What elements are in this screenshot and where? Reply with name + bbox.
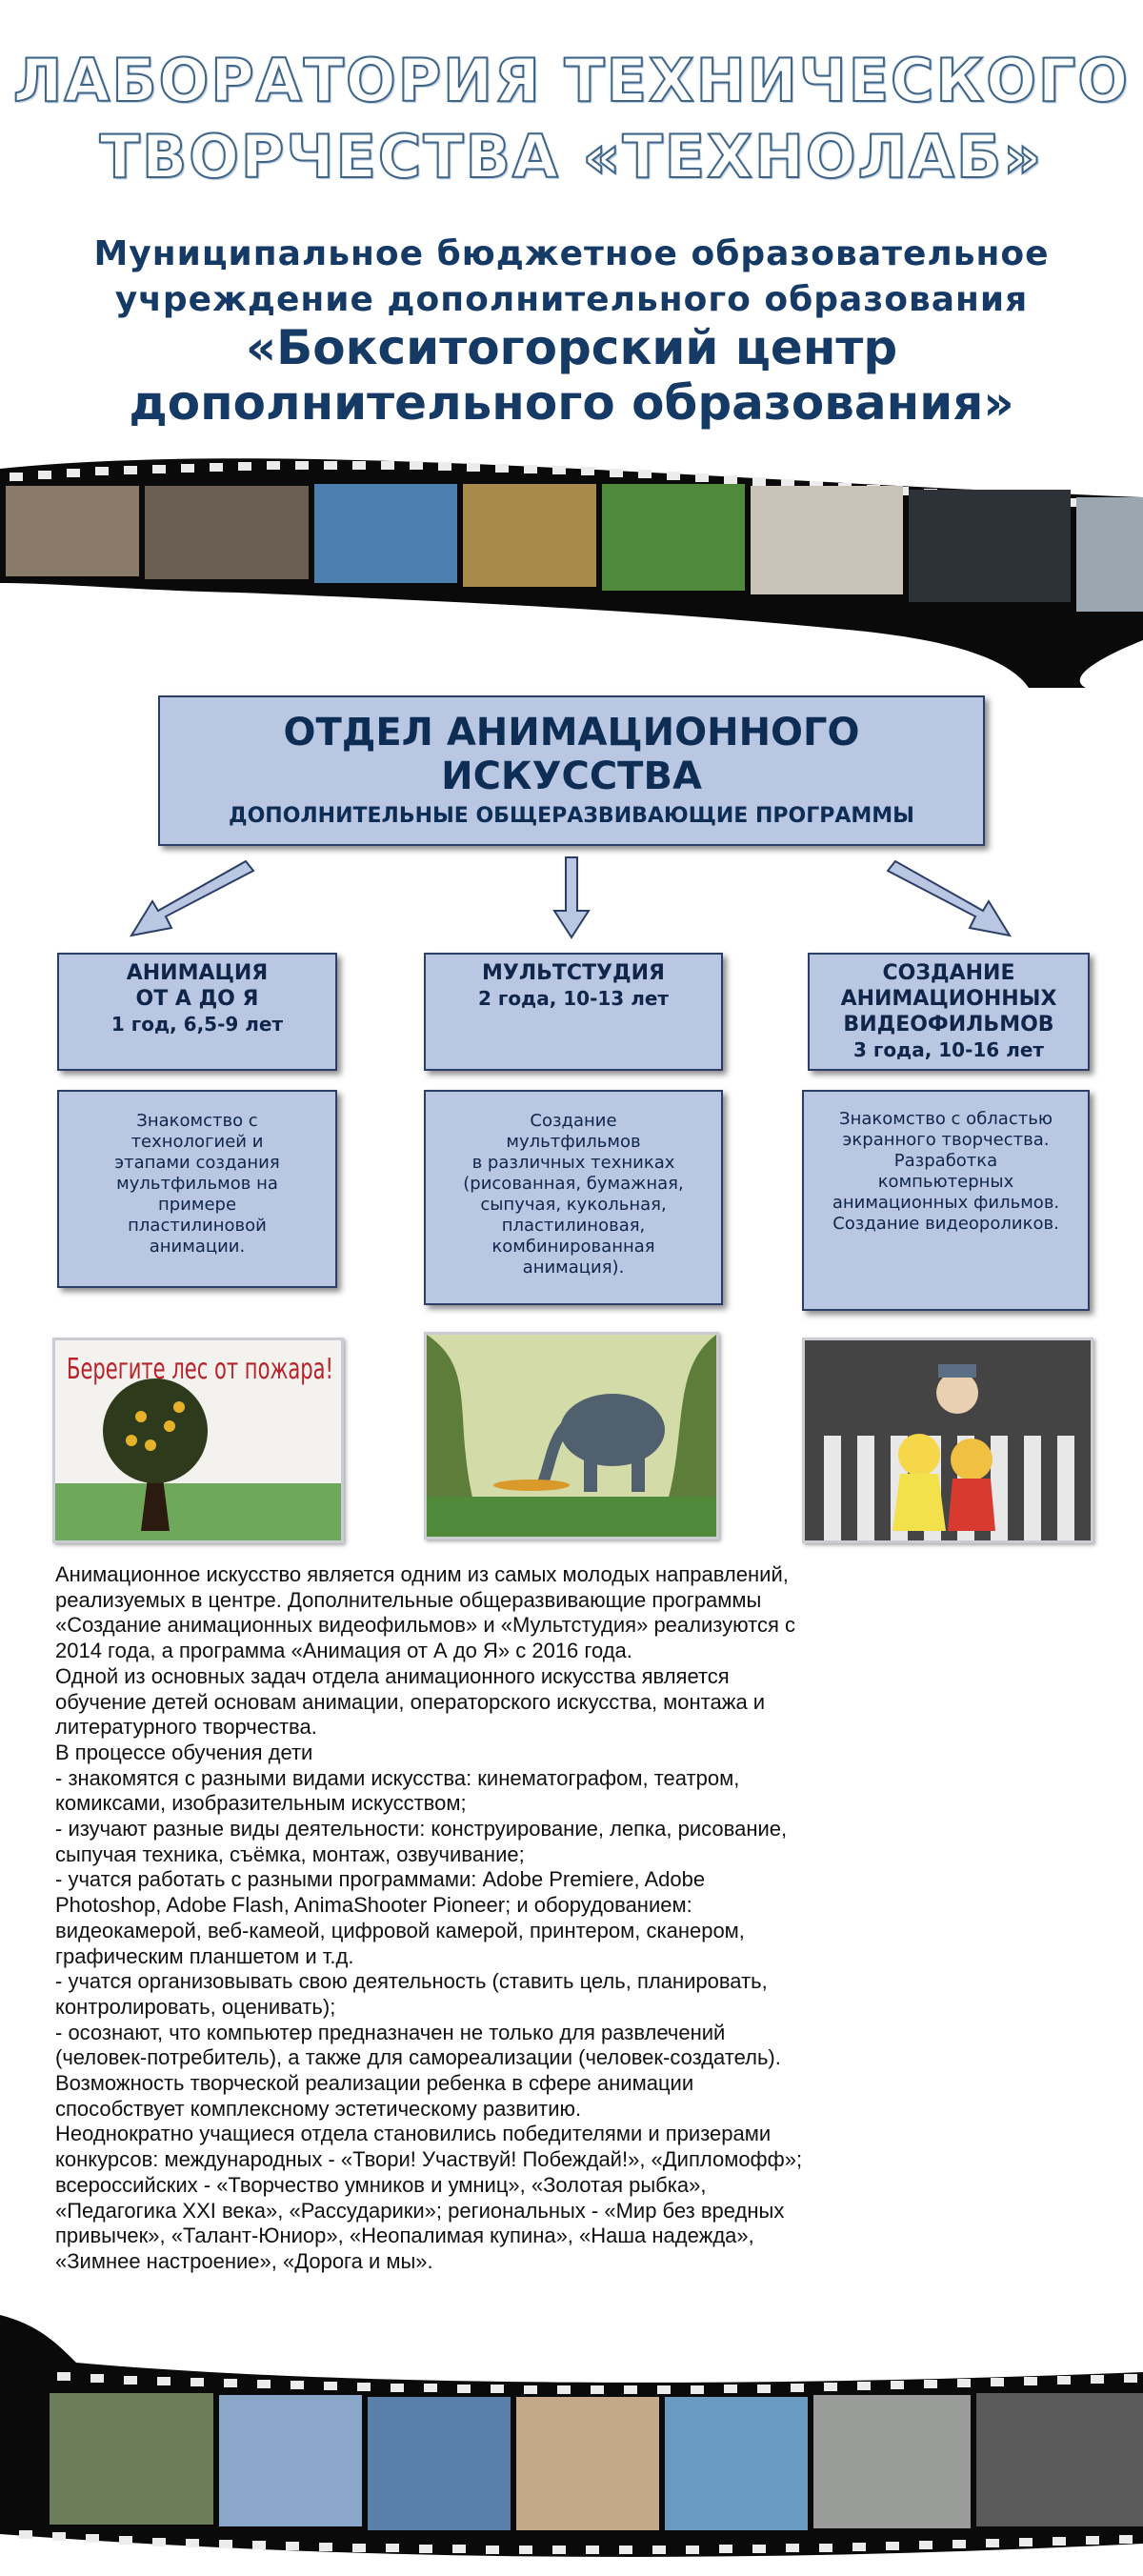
program-2-desc-line: Создание — [530, 1111, 617, 1131]
body-line: Возможность творческой реализации ребенка в сфере анимации — [55, 2071, 694, 2096]
body-line: (человек-потребитель), а также для самореализации (человек-создатель). — [55, 2045, 781, 2070]
body-line: «Зимнее настроение», «Дорога и мы». — [55, 2248, 433, 2273]
body-line: привычек», «Талант-Юниор», «Неопалимая купина», «Наша надежда», — [55, 2224, 754, 2248]
program-box-3 — [808, 953, 1090, 1071]
program-2-desc-line: анимация). — [522, 1258, 625, 1278]
program-3-title-c: ВИДЕОФИЛЬМОВ — [843, 1013, 1054, 1036]
program-3-title-b: АНИМАЦИОННЫХ — [840, 987, 1057, 1011]
body-line: комиксами, изобразительным искусством; — [55, 1791, 467, 1816]
picture-crosswalk — [802, 1338, 1093, 1543]
body-line: - знакомятся с разными видами искусства: кинематографом, театром, — [55, 1765, 740, 1790]
program-1-desc-line: примере — [157, 1195, 237, 1215]
org-line-1: Муниципальное бюджетное образовательное — [93, 234, 1050, 273]
program-3-detail: 3 года, 10-16 лет — [852, 1038, 1044, 1061]
body-line: Анимационное искусство является одним из самых молодых направлений, — [55, 1562, 789, 1586]
program-1-desc-line: этапами создания — [114, 1153, 280, 1173]
body-line: способствует комплексному эстетическому развитию. — [55, 2096, 582, 2121]
body-line: - осознают, что компьютер предназначен не только для развлечений — [55, 2020, 726, 2044]
body-line: - изучают разные виды деятельности: конструирование, лепка, рисование, — [55, 1817, 788, 1841]
arrow-right-icon — [884, 857, 1017, 943]
arrow-left-icon — [124, 857, 257, 943]
program-2-title-a: МУЛЬТСТУДИЯ — [482, 961, 665, 985]
program-desc-box-1 — [57, 1090, 337, 1288]
program-3-desc-line: анимационных фильмов. — [832, 1193, 1060, 1213]
elephant-image — [427, 1335, 716, 1537]
forest-poster-image — [55, 1340, 341, 1540]
body-line: Неоднократно учащиеся отдела становились победителями и призерами — [55, 2122, 772, 2146]
program-1-desc-line: мультфильмов на — [116, 1174, 278, 1194]
body-line: всероссийских - «Творчество умников и умниц», «Золотая рыбка», — [55, 2172, 707, 2197]
program-2-desc-line: пластилиновая, — [501, 1216, 646, 1236]
crosswalk-image — [805, 1340, 1091, 1540]
program-box-2 — [424, 953, 723, 1071]
org-name-line-1: «Бокситогорский центр — [245, 320, 898, 375]
department-title-2: ИСКУССТВА — [441, 755, 702, 798]
top-film-strip — [0, 440, 1143, 688]
program-desc-box-3 — [802, 1090, 1090, 1311]
program-1-desc-line: пластилиновой — [128, 1216, 267, 1236]
department-subtitle: ДОПОЛНИТЕЛЬНЫЕ ОБЩЕРАЗВИВАЮЩИЕ ПРОГРАММЫ — [229, 804, 914, 828]
program-3-desc-line: Знакомство с областью — [839, 1109, 1053, 1129]
body-line: В процессе обучения дети — [55, 1740, 313, 1764]
program-3-desc-line: экранного творчества. — [842, 1130, 1050, 1150]
program-box-1 — [57, 953, 337, 1071]
program-1-desc-line: технологией и — [130, 1132, 264, 1152]
body-line: конкурсов: международных - «Твори! Участвуй! Побеждай!», «Дипломофф»; — [55, 2147, 803, 2172]
program-1-desc-line: анимации. — [149, 1237, 246, 1257]
department-box — [158, 695, 985, 846]
org-name-line-2: дополнительного образования» — [129, 375, 1014, 431]
program-1-detail: 1 год, 6,5-9 лет — [110, 1013, 284, 1036]
body-line: - учатся организовывать свою деятельность (ставить цель, планировать, — [55, 1969, 768, 1994]
picture-elephant — [424, 1332, 719, 1540]
program-2-desc-line: (рисованная, бумажная, — [463, 1174, 684, 1194]
body-line: обучение детей основам анимации, операторского искусства, монтажа и — [55, 1689, 766, 1714]
bottom-film-strip — [0, 2305, 1143, 2572]
program-3-desc-line: компьютерных — [877, 1172, 1014, 1192]
body-line: реализуемых в центре. Дополнительные общеразвивающие программы — [55, 1587, 762, 1612]
program-2-desc-line: мультфильмов — [506, 1132, 641, 1152]
program-3-title-a: СОЗДАНИЕ — [882, 961, 1015, 985]
program-1-title-b: ОТ А ДО Я — [135, 987, 259, 1011]
program-desc-box-2 — [424, 1090, 723, 1305]
top-film-graphic — [0, 440, 1143, 688]
body-line: 2014 года, а программа «Анимация от А до Я» с 2016 года. — [55, 1639, 632, 1663]
program-1-desc-line: Знакомство с — [136, 1111, 258, 1131]
body-line: сыпучая техника, съёмка, монтаж, озвучивание; — [55, 1841, 525, 1866]
body-line: контролировать, оценивать); — [55, 1994, 336, 2019]
bottom-film-graphic — [0, 2305, 1143, 2572]
program-3-desc-line: Разработка — [893, 1151, 998, 1171]
poster-text: Берегите лес от пожара! — [67, 1353, 333, 1386]
body-line: Одной из основных задач отдела анимационного искусства является — [55, 1663, 730, 1688]
body-line: литературного творчества. — [55, 1715, 317, 1740]
program-1-title-a: АНИМАЦИЯ — [126, 961, 269, 985]
program-2-desc-line: сыпучая, кукольная, — [480, 1195, 667, 1215]
program-2-desc-line: в различных техниках — [471, 1153, 675, 1173]
body-line: «Педагогика XXI века», «Рассударики»; региональных - «Мир без вредных — [55, 2198, 785, 2223]
program-3-desc-line: Создание видеороликов. — [832, 1214, 1059, 1234]
body-line: видеокамерой, веб-камеой, цифровой камерой, принтером, сканером, — [55, 1918, 745, 1942]
body-line: графическим планшетом и т.д. — [55, 1943, 354, 1968]
body-line: - учатся работать с разными программами: Adobe Premiere, Adobe — [55, 1867, 706, 1892]
program-2-detail: 2 года, 10-13 лет — [477, 987, 669, 1010]
arrow-center-icon — [551, 855, 592, 941]
org-line-2: учреждение дополнительного образования — [114, 280, 1029, 319]
department-title-1: ОТДЕЛ АНИМАЦИОННОГО — [283, 711, 860, 755]
body-line: Photoshop, Adobe Flash, AnimaShooter Pioneer; и оборудованием: — [55, 1893, 692, 1918]
title-line-1: ЛАБОРАТОРИЯ ТЕХНИЧЕСКОГО — [12, 46, 1131, 115]
body-text — [55, 1562, 1082, 2275]
body-line: «Создание анимационных видеофильмов» и «Мультстудия» реализуются с — [55, 1613, 795, 1638]
program-2-desc-line: комбинированная — [491, 1237, 655, 1257]
title-line-2: ТВОРЧЕСТВА «ТЕХНОЛАБ» — [99, 122, 1044, 191]
picture-forest-poster — [52, 1338, 344, 1543]
